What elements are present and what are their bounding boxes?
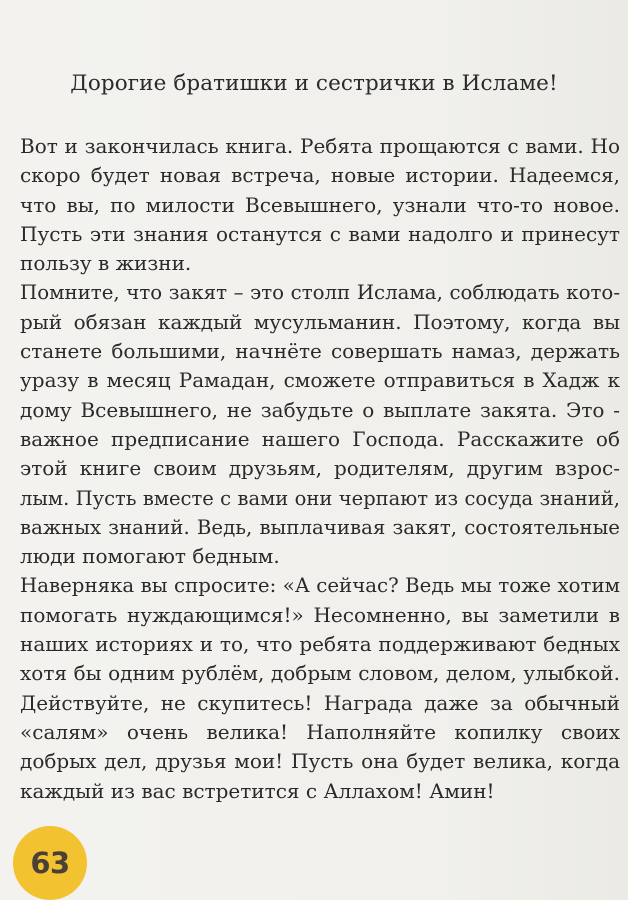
text-line: станете большими, начнёте совершать намаз, держать bbox=[20, 339, 620, 364]
text-line: каждый из вас встретится с Аллахом! Амин! bbox=[20, 778, 495, 803]
text-line: Помните, что закят – это столп Ислама, соблюдать кото- bbox=[20, 281, 620, 305]
page-number-badge bbox=[13, 826, 87, 900]
text-line: лым. Пусть вместе с вами они черпают из сосуда знаний, bbox=[20, 486, 620, 510]
text-line: наших историях и то, что ребята поддерживают бедных bbox=[20, 632, 620, 657]
text-line: «салям» очень велика! Наполняйте копилку своих bbox=[20, 719, 620, 744]
text-line: важное предписание нашего Господа. Расскажите об bbox=[20, 426, 620, 451]
text-line: хотя бы одним рублём, добрым словом, делом, улыбкой. bbox=[20, 661, 620, 686]
page-number: 63 bbox=[30, 846, 70, 880]
text-line: помогать нуждающимся!» Несомненно, вы заметили в bbox=[20, 602, 620, 627]
page-title: Дорогие братишки и сестрички в Исламе! bbox=[70, 71, 558, 96]
text-line: Действуйте, не скупитесь! Награда даже за обычный bbox=[20, 690, 620, 715]
text-line: Пусть эти знания останутся с вами надолго и принесут bbox=[20, 221, 620, 246]
body-text bbox=[20, 132, 620, 806]
text-line: уразу в месяц Рамадан, сможете отправиться в Хадж к bbox=[20, 368, 620, 393]
text-line: люди помогают бедным. bbox=[20, 544, 280, 569]
text-line: скоро будет новая встреча, новые истории. Надеемся, bbox=[20, 163, 620, 188]
text-line: важных знаний. Ведь, выплачивая закят, состоятельные bbox=[20, 515, 620, 539]
text-line: что вы, по милости Всевышнего, узнали что-то новое. bbox=[20, 192, 620, 217]
text-line: этой книге своим друзьям, родителям, другим взрос- bbox=[20, 456, 620, 481]
text-line: рый обязан каждый мусульманин. Поэтому, когда вы bbox=[20, 309, 620, 334]
text-line: пользу в жизни. bbox=[20, 251, 192, 276]
text-line: Наверняка вы спросите: «А сейчас? Ведь мы тоже хотим bbox=[20, 574, 620, 598]
text-line: Вот и закончилась книга. Ребята прощаются с вами. Но bbox=[20, 134, 620, 158]
text-line: дому Всевышнего, не забудьте о выплате закята. Это - bbox=[20, 397, 620, 422]
text-line: добрых дел, друзья мои! Пусть она будет велика, когда bbox=[20, 749, 620, 774]
